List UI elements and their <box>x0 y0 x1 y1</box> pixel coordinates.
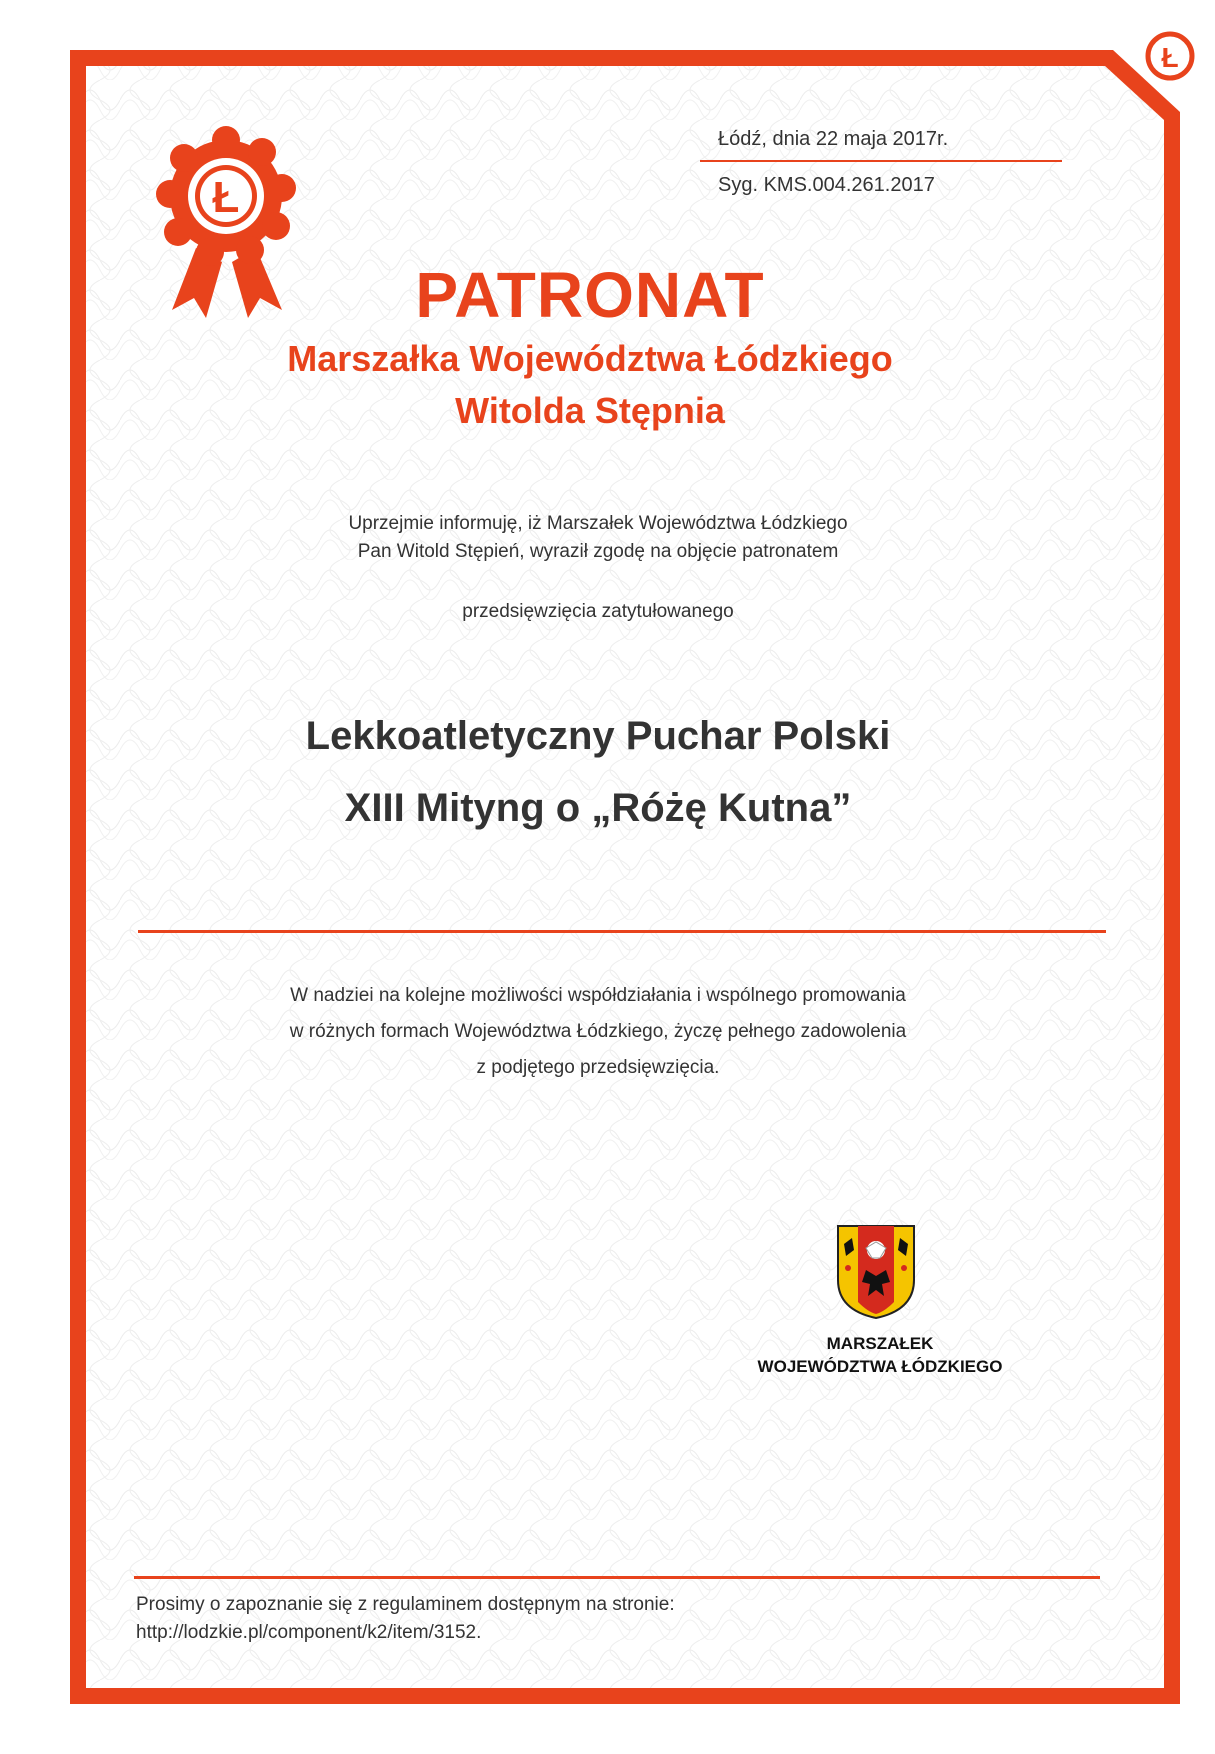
page-title: PATRONAT <box>415 259 765 331</box>
issuer-line-1: MARSZAŁEK <box>826 1334 934 1353</box>
coat-of-arms-icon <box>836 1224 916 1320</box>
event-name-line-2: XIII Mityng o „Różę Kutna” <box>344 786 852 830</box>
wish-line-2: w różnych formach Województwa Łódzkiego, życzę pełnego zadowolenia <box>289 1021 907 1042</box>
wish-line-1: W nadziei na kolejne możliwości współdziałania i wspólnego promowania <box>290 985 906 1006</box>
wish-paragraph <box>0 978 1196 1086</box>
document-date: Łódź, dnia 22 maja 2017r. <box>718 128 949 150</box>
footer-text: Prosimy o zapoznanie się z regulaminem dostępnym na stronie: <box>136 1594 675 1615</box>
wish-line-3: z podjętego przedsięwzięcia. <box>476 1057 720 1078</box>
intro-paragraph <box>0 510 1196 566</box>
rosette-letter: Ł <box>212 173 240 222</box>
corner-logo-icon <box>1148 34 1192 78</box>
section-divider <box>138 930 1106 933</box>
title-line-1: Marszałka Województwa Łódzkiego <box>287 338 893 379</box>
issuer-line-2: WOJEWÓDZTWA ŁÓDZKIEGO <box>757 1357 1003 1376</box>
footer-divider <box>134 1576 1100 1579</box>
intro-line-3: przedsięwzięcia zatytułowanego <box>462 601 734 622</box>
event-name-line-1: Lekkoatletyczny Puchar Polski <box>305 714 891 758</box>
corner-logo-letter: Ł <box>1161 42 1179 73</box>
intro-line-2: Pan Witold Stępień, wyraził zgodę na objęcie patronatem <box>357 541 839 562</box>
date-divider <box>700 160 1062 162</box>
title-line-2: Witolda Stępnia <box>455 390 725 431</box>
footer-link[interactable]: http://lodzkie.pl/component/k2/item/3152. <box>136 1622 482 1643</box>
document-signature: Syg. KMS.004.261.2017 <box>718 174 935 196</box>
intro-line-1: Uprzejmie informuję, iż Marszałek Województwa Łódzkiego <box>348 513 848 534</box>
